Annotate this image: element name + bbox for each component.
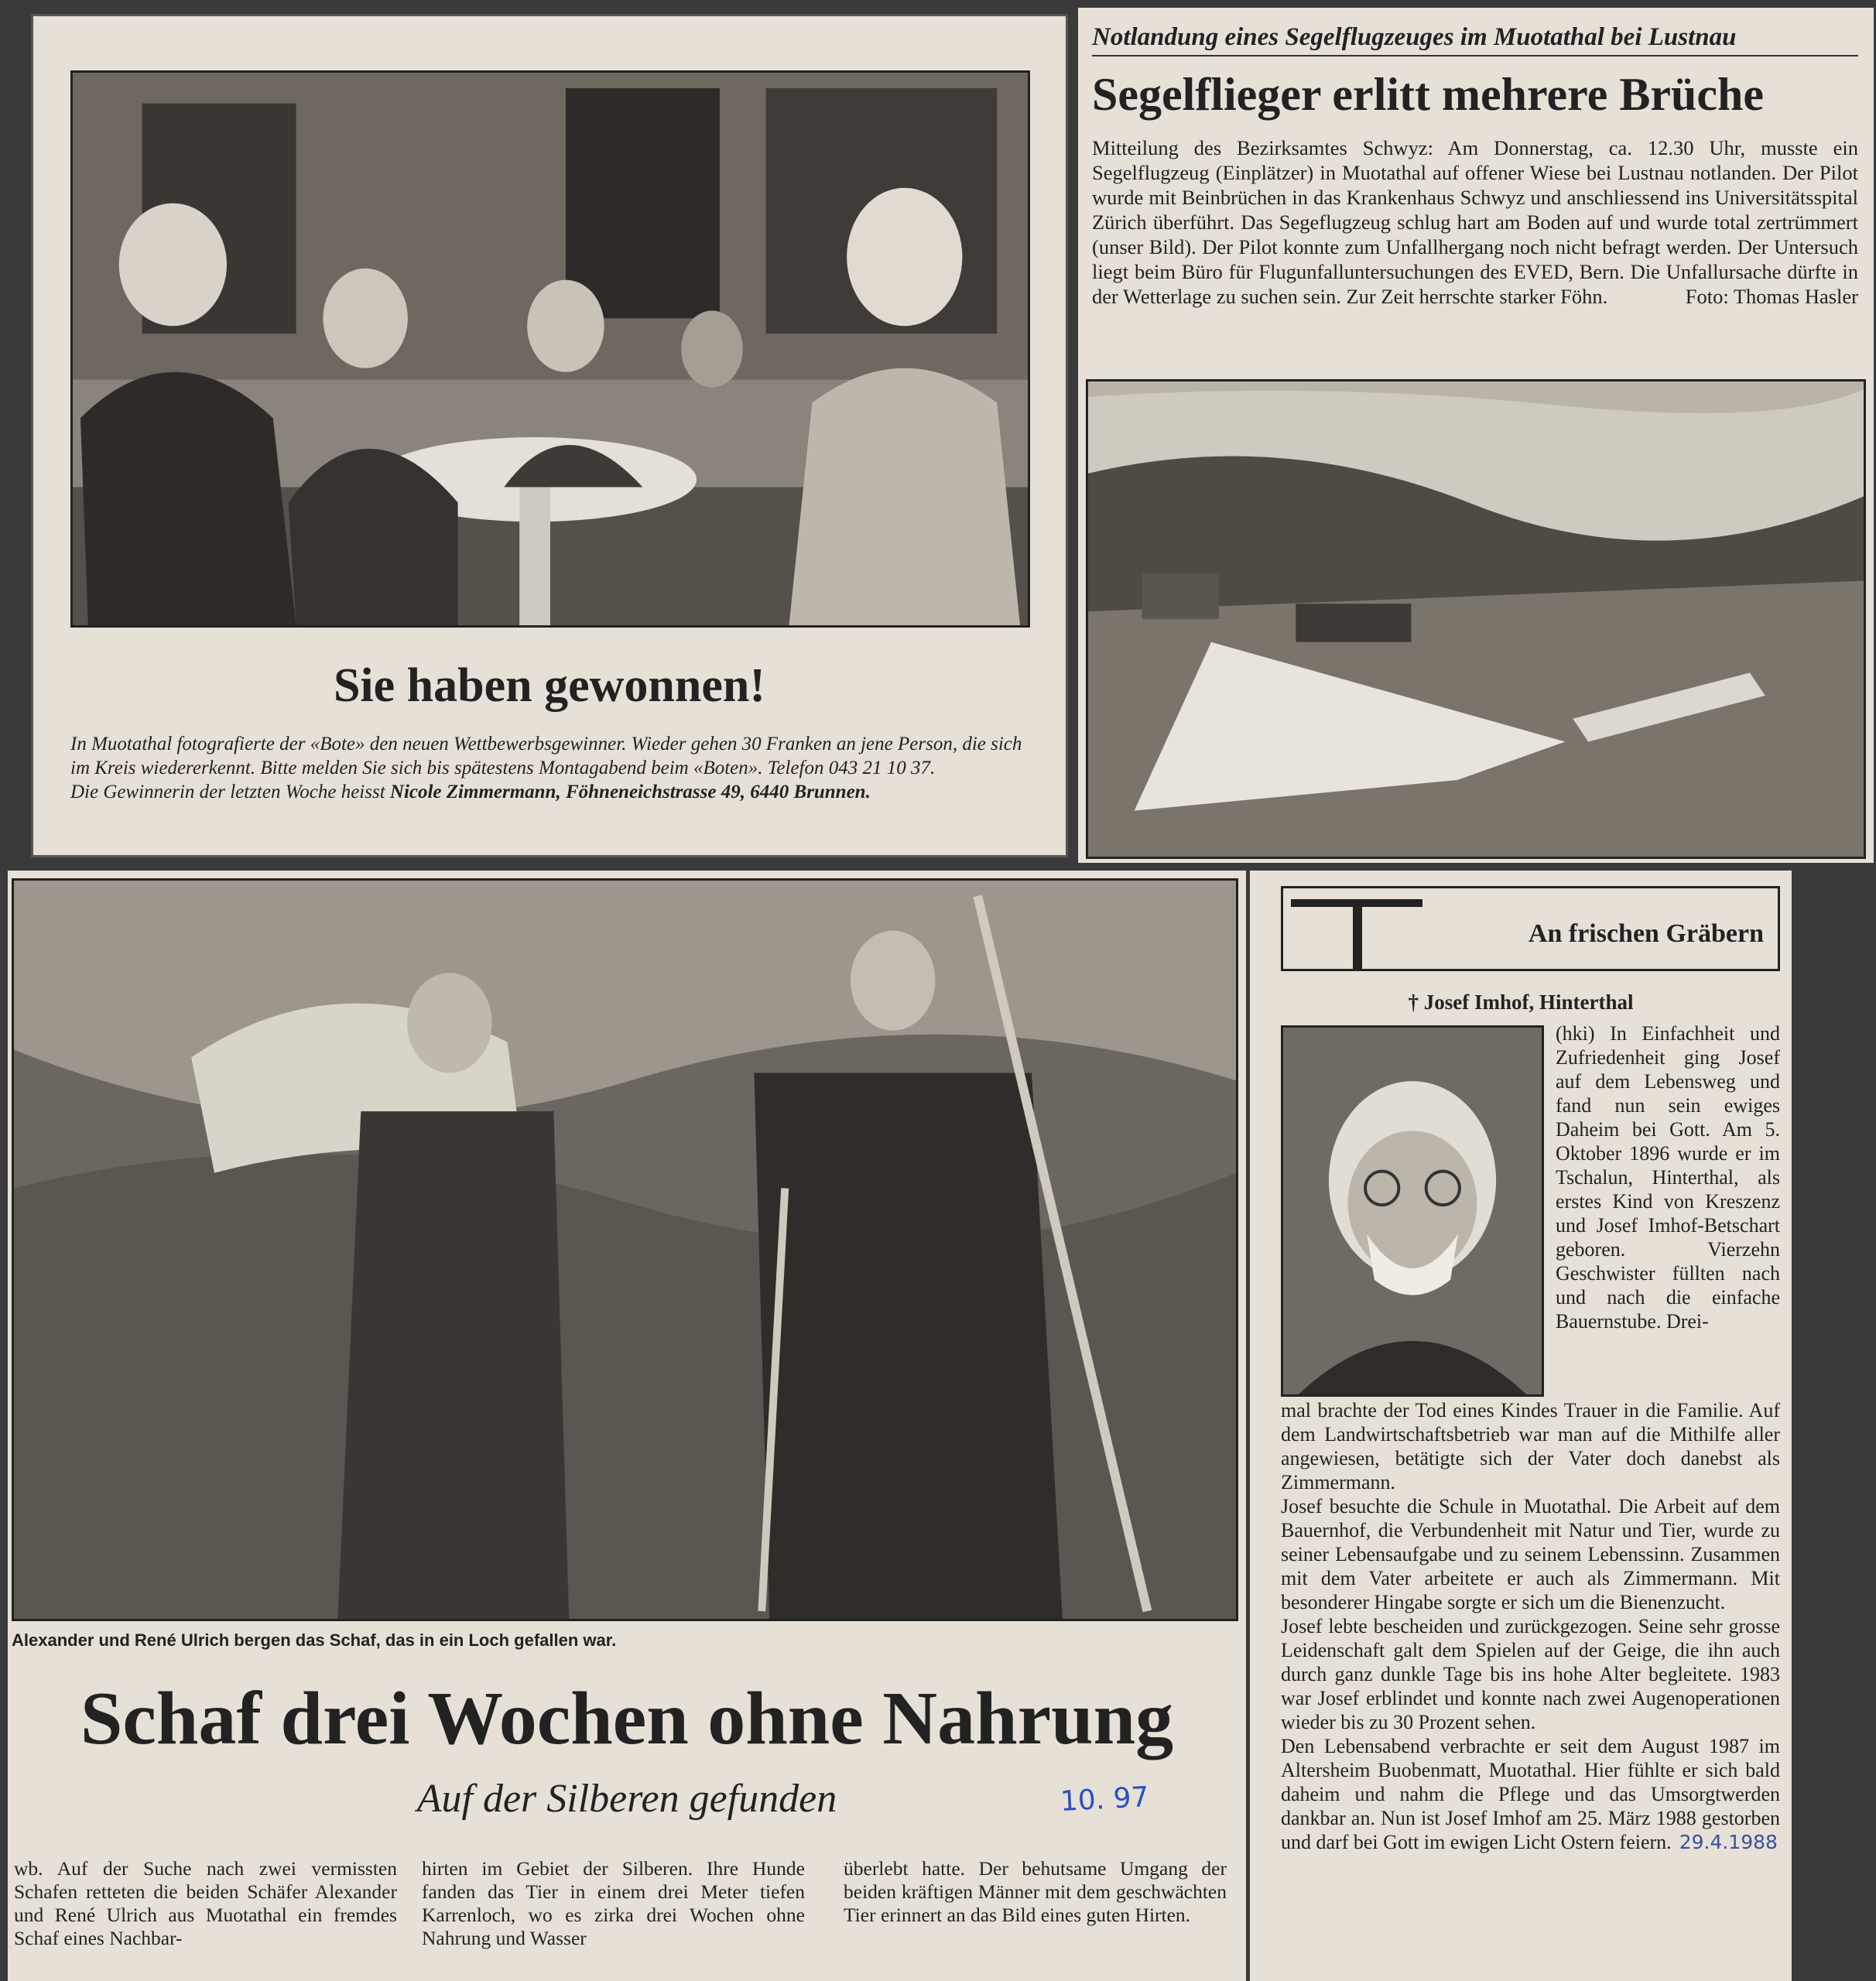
article-column-3: überlebt hatte. Der behutsame Umgang der beiden kräftigen Männer mit dem geschwächten Tier erinnert an das Bild eines guten Hirten. xyxy=(844,1857,1227,1926)
section-header-box xyxy=(1281,886,1780,971)
caption-text: In Muotathal fotografierte der «Bote» den neuen Wettbewerbsgewinner. Wieder gehen 30 Franken an jene Person, die sich im Kreis wiedererkennt. Bitte melden Sie sich bis spätestens Montagabend beim «Boten». Telefon 043 21 10 37. xyxy=(70,734,1022,778)
clipping-competition xyxy=(31,14,1068,857)
handwritten-date: 29.4.1988 xyxy=(1679,1831,1778,1853)
photo-caption: Alexander und René Ulrich bergen das Schaf, das in ein Loch gefallen war. xyxy=(12,1630,617,1650)
headline: Sie haben gewonnen! xyxy=(333,659,766,712)
article-body xyxy=(1092,135,1858,309)
obituary-body xyxy=(1281,1398,1780,1854)
clipping-glider-crash xyxy=(1078,8,1874,863)
photo-shepherds-with-sheep xyxy=(12,878,1238,1621)
handwritten-date: 10. 97 xyxy=(1060,1781,1150,1818)
headline: Segelflieger erlitt mehrere Brüche xyxy=(1092,69,1764,120)
article-column-1: wb. Auf der Suche nach zwei vermissten Schafen retteten die beiden Schäfer Alexander und René Ulrich aus Muotathal ein fremdes Schaf eines Nachbar- xyxy=(14,1857,397,1949)
cross-icon xyxy=(1291,893,1422,970)
photo-glider-wreck xyxy=(1086,379,1866,859)
caption-winner-prefix: Die Gewinnerin der letzten Woche heisst xyxy=(70,782,390,802)
photo-credit: Foto: Thomas Hasler xyxy=(1685,285,1858,308)
obituary-paragraph xyxy=(1281,1734,1780,1854)
clipping-obituary xyxy=(1250,871,1792,1981)
article-text: Mitteilung des Bezirksamtes Schwyz: Am Donnerstag, ca. 12.30 Uhr, musste ein Segelflugzeug (Einplätzer) in Muotathal auf offener Wiese bei Lustnau notlanden. Der Pilot wurde mit Beinbrüchen in das Krankenhaus Schwyz und anschliessend ins Universitätsspital Zürich überführt. Das Segeflugzeug schlug hart am Boden auf und wurde total zertrümmert (unser Bild). Der Pilot konnte zum Unfallhergang noch nicht befragt werden. Der Untersuch liegt beim Büro für Flugunfalluntersuchungen des EVED, Bern. Die Unfallursache dürfte in der Wetterlage zu suchen sein. Zur Zeit herrschte starker Föhn. xyxy=(1092,136,1858,308)
article-column-2: hirten im Gebiet der Silberen. Ihre Hunde fanden das Tier in einem drei Meter tiefen Karrenloch, wo es zirka drei Wochen ohne Nahrung und Wasser xyxy=(422,1857,805,1949)
obituary-paragraph: Josef besuchte die Schule in Muotathal. Die Arbeit auf dem Bauernhof, die Verbundenheit mit Natur und Tier, wurde zu seiner Lebensaufgabe und zu seinem Lebenssinn. Zusammen mit dem Vater arbeitete er auch als Zimmermann. Mit besonderer Hingabe sorgte er sich um die Bienenzucht. xyxy=(1281,1495,1780,1613)
caption-winner-name: Nicole Zimmermann, Föhneneichstrasse 49, 6440 Brunnen. xyxy=(389,782,871,802)
obituary-paragraph: Josef lebte bescheiden und zurückgezogen. Seine sehr grosse Leidenschaft galt dem Spielen auf der Geige, die ihn auch durch ganz dunkle Tage bis ins hohe Alter begleitete. 1983 war Josef erblindet und konnte nach zwei Augenoperationen wieder bis zu 30 Prozent sehen. xyxy=(1281,1615,1780,1733)
deceased-name: † Josef Imhof, Hinterthal xyxy=(1408,990,1634,1014)
clipping-sheep-rescue xyxy=(8,871,1246,1981)
obituary-paragraph: mal brachte der Tod eines Kindes Trauer in die Familie. Auf dem Landwirtschaftsbetrieb war man auf die Mithilfe aller angewiesen, betätigte sich der Vater doch danebst als Zimmermann. xyxy=(1281,1399,1780,1493)
subheadline: Auf der Silberen gefunden xyxy=(416,1777,837,1821)
photo-terrace-group xyxy=(70,70,1030,628)
headline: Schaf drei Wochen ohne Nahrung xyxy=(80,1677,1174,1760)
portrait-photo xyxy=(1281,1025,1544,1397)
obituary-paragraph-text: Den Lebensabend verbrachte er seit dem August 1987 im Altersheim Buobenmatt, Muotathal. Hier fühlte er sich bald daheim und nahm die Pflege und das Umsorgtwerden dankbar an. Nun ist Josef Imhof am 25. März 1988 gestorben und darf bei Gott im ewigen Licht Ostern feiern. xyxy=(1281,1735,1780,1853)
section-title: An frischen Gräbern xyxy=(1528,919,1764,948)
kicker: Notlandung eines Segelflugzeuges im Muotathal bei Lustnau xyxy=(1092,23,1858,56)
caption xyxy=(70,732,1030,804)
obituary-intro: (hki) In Einfachheit und Zufriedenheit ging Josef auf dem Lebensweg und fand nun sein ewiges Daheim bei Gott. Am 5. Oktober 1896 wurde er im Tschalun, Hinterthal, als erstes Kind von Kreszenz und Josef Imhof-Betschart geboren. Vierzehn Geschwister füllten nach und nach die einfache Bauernstube. Drei- xyxy=(1556,1022,1780,1333)
